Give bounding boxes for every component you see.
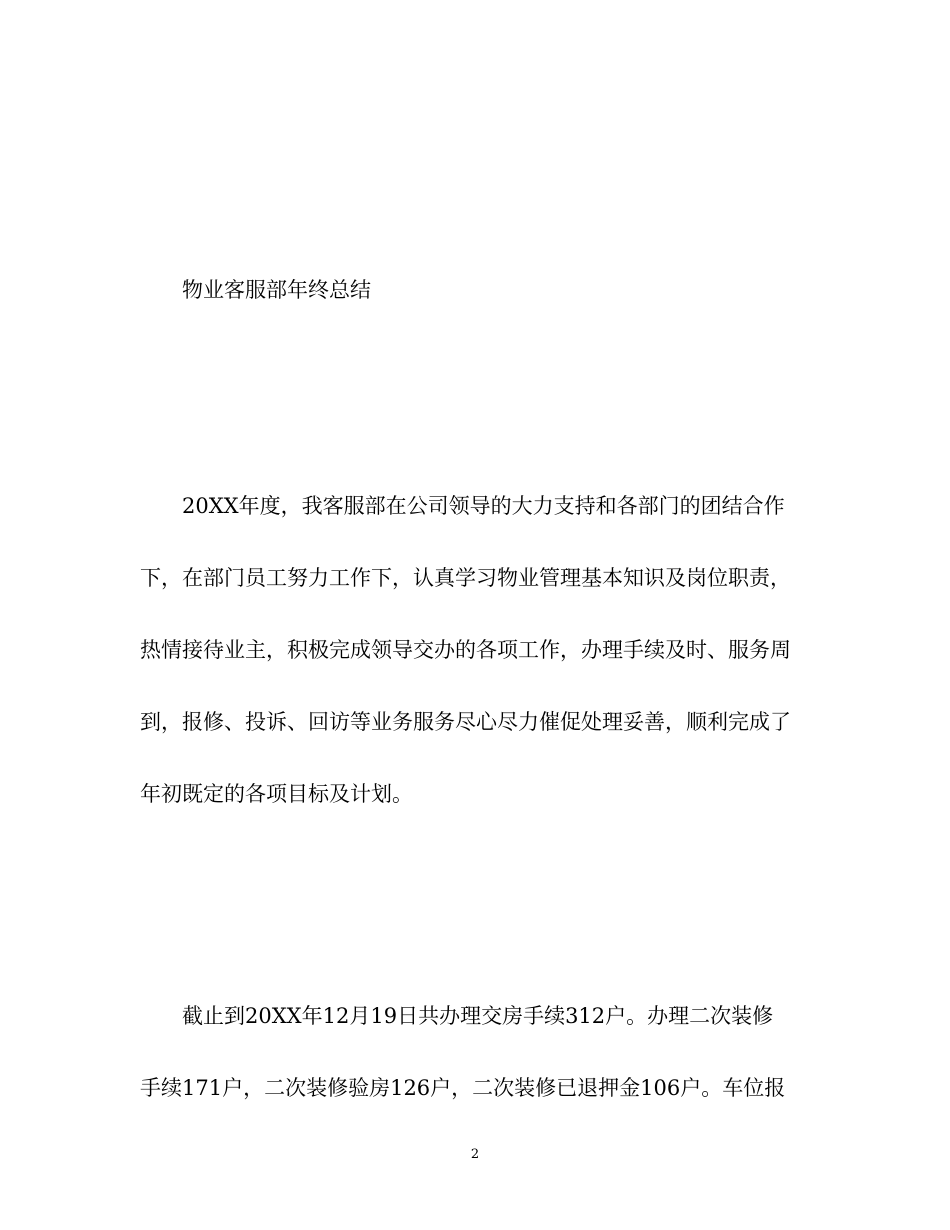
paragraph-2-line-1: 截止到20XX年12月19日共办理交房手续312户。办理二次装修 <box>182 1004 774 1028</box>
paragraph-1-line-1: 20XX年度，我客服部在公司领导的大力支持和各部门的团结合作 <box>182 494 785 518</box>
paragraph-1-line-2: 下，在部门员工努力工作下，认真学习物业管理基本知识及岗位职责， <box>140 566 791 590</box>
page-number: 2 <box>470 1147 480 1162</box>
paragraph-1-line-3: 热情接待业主，积极完成领导交办的各项工作，办理手续及时、服务周 <box>140 638 791 662</box>
document-title: 物业客服部年终总结 <box>182 278 371 302</box>
paragraph-1-line-5: 年初既定的各项目标及计划。 <box>140 782 413 806</box>
paragraph-1-line-4: 到，报修、投诉、回访等业务服务尽心尽力催促处理妥善，顺利完成了 <box>140 710 791 734</box>
paragraph-2-line-2: 手续171户，二次装修验房126户，二次装修已退押金106户。车位报 <box>140 1076 786 1100</box>
